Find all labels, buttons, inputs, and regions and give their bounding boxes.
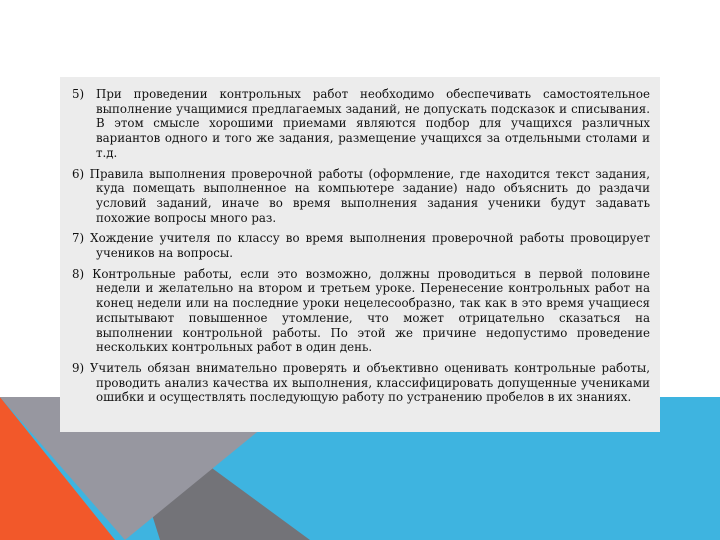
paragraph-5: 5) При проведении контрольных работ необходимо обеспечивать самостоятельное выполнение учащимися предлагаемых заданий, не допускать подсказок и списывания. В этом смысле хорошими приемами являются подбор для учащихся различных вариантов одного и того же задания, размещение учащихся за отдельными столами и т.д. [72,87,650,160]
paragraph-9: 9) Учитель обязан внимательно проверять и объективно оценивать контрольные работы, проводить анализ качества их выполнения, классифицировать допущенные учениками ошибки и осуществлять последующую работу по устранению пробелов в их знаниях. [72,360,650,405]
paragraph-6: 6) Правила выполнения проверочной работы (оформление, где находится текст задания, куда помещать выполненное на компьютере задание) надо объяснить до раздачи условий заданий, иначе во время выполнения задания ученики будут задавать похожие вопросы много раз. [72,166,650,225]
paragraph-8: 8) Контрольные работы, если это возможно, должны проводиться в первой половине недели и желательно на втором и третьем уроке. Перенесение контрольных работ на конец недели или на последние уроки нецелесообразно, так как в это время учащиеся испытывают повышенное утомление, что может отрицательно сказаться на выполнении контрольной работы. По этой же причине недопустимо проведение нескольких контрольных работ в один день. [72,266,650,355]
slide-text [72,87,650,411]
paragraph-7: 7) Хождение учителя по классу во время выполнения проверочной работы провоцирует учеников на вопросы. [72,231,650,261]
